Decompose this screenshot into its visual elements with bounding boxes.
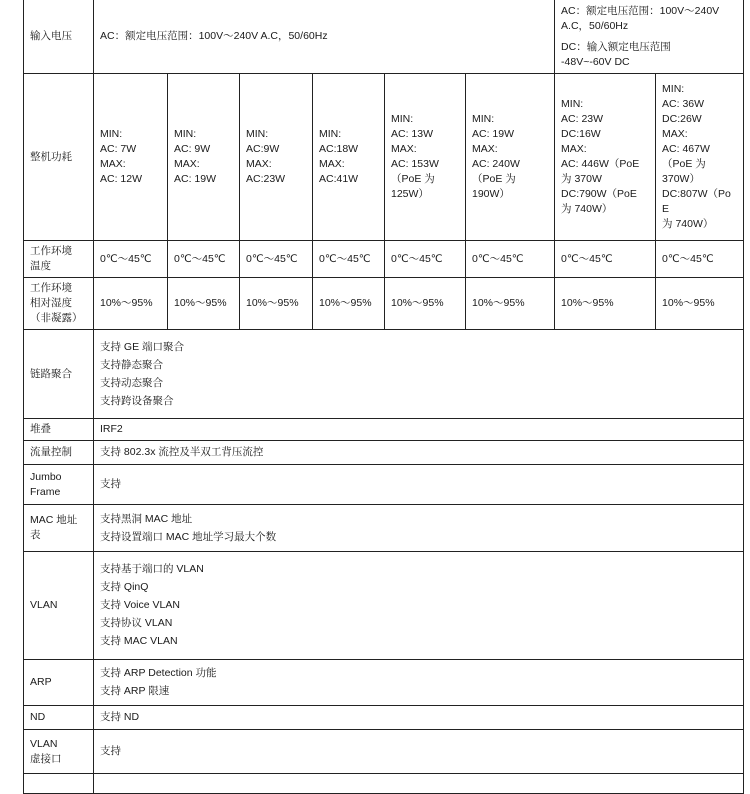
list-item: 支持静态聚合 [100, 358, 163, 371]
list-item: 支持基于端口的 VLAN [100, 563, 204, 575]
list-item: 支持 ARP 限速 [100, 685, 170, 697]
row-flow-control [24, 441, 744, 465]
mac-table-label: MAC 地址 表 [24, 505, 94, 552]
humidity-cell: 10%～95% [656, 278, 744, 330]
temperature-cell: 0℃～45℃ [240, 241, 313, 278]
arp-value [94, 660, 744, 706]
list-item: 支持 QinQ [100, 581, 149, 593]
temperature-cell: 0℃～45℃ [94, 241, 168, 278]
power-cell: MIN: AC: 13W MAX: AC: 153W （PoE 为 125W） [385, 74, 466, 241]
row-arp [24, 660, 744, 706]
list-item: 支持动态聚合 [100, 376, 163, 389]
list-item: 支持 Voice VLAN [100, 599, 180, 611]
row-humidity [24, 278, 744, 330]
humidity-cell: 10%～95% [385, 278, 466, 330]
jumbo-label: Jumbo Frame [24, 465, 94, 505]
humidity-cell: 10%～95% [94, 278, 168, 330]
list-item: 支持 GE 端口聚合 [100, 340, 185, 353]
row-vlan [24, 552, 744, 660]
power-cell: MIN: AC: 9W MAX: AC: 19W [168, 74, 240, 241]
row-temperature [24, 241, 744, 278]
power-cell: MIN: AC:18W MAX: AC:41W [313, 74, 385, 241]
humidity-cell: 10%～95% [168, 278, 240, 330]
row-link-aggregation [24, 330, 744, 419]
power-label: 整机功耗 [24, 74, 94, 241]
nd-value: 支持 ND [94, 706, 744, 730]
vlan-interface-value: 支持 [94, 730, 744, 774]
nd-label: ND [24, 706, 94, 730]
row-mac-table [24, 505, 744, 552]
humidity-cell: 10%～95% [466, 278, 555, 330]
list-item: 支持 MAC VLAN [100, 635, 178, 647]
stacking-value: IRF2 [94, 419, 744, 441]
row-nd [24, 706, 744, 730]
row-vlan-interface [24, 730, 744, 774]
list-item: 支持 ARP Detection 功能 [100, 667, 217, 679]
spec-table [23, 0, 744, 794]
power-cell: MIN: AC: 19W MAX: AC: 240W （PoE 为 190W） [466, 74, 555, 241]
list-item: 支持设置端口 MAC 地址学习最大个数 [100, 530, 277, 543]
flow-control-label: 流量控制 [24, 441, 94, 465]
temperature-cell: 0℃～45℃ [313, 241, 385, 278]
row-jumbo [24, 465, 744, 505]
humidity-cell: 10%～95% [313, 278, 385, 330]
input-voltage-acdc: AC：额定电压范围：100V～240V A.C，50/60Hz DC：输入额定电压范围 -48V~-60V DC [555, 0, 744, 74]
link-aggregation-label: 链路聚合 [24, 330, 94, 419]
row-power [24, 74, 744, 241]
row-input-voltage [24, 0, 744, 74]
vlan-value [94, 552, 744, 660]
temperature-label: 工作环境 温度 [24, 241, 94, 278]
temperature-cell: 0℃～45℃ [385, 241, 466, 278]
humidity-cell: 10%～95% [240, 278, 313, 330]
humidity-label: 工作环境 相对湿度 （非凝露） [24, 278, 94, 330]
temperature-cell: 0℃～45℃ [656, 241, 744, 278]
list-item: 支持黑洞 MAC 地址 [100, 512, 193, 525]
row-cutoff [24, 774, 744, 794]
arp-label: ARP [24, 660, 94, 706]
power-cell: MIN: AC: 7W MAX: AC: 12W [94, 74, 168, 241]
vlan-interface-label: VLAN 虚接口 [24, 730, 94, 774]
flow-control-value: 支持 802.3x 流控及半双工背压流控 [94, 441, 744, 465]
mac-table-value [94, 505, 744, 552]
temperature-cell: 0℃～45℃ [555, 241, 656, 278]
power-cell: MIN: AC: 23W DC:16W MAX: AC: 446W（PoE 为 370W DC:790W（PoE 为 740W） [555, 74, 656, 241]
temperature-cell: 0℃～45℃ [168, 241, 240, 278]
stacking-label: 堆叠 [24, 419, 94, 441]
power-cell: MIN: AC: 36W DC:26W MAX: AC: 467W （PoE 为 370W） DC:807W（PoE 为 740W） [656, 74, 744, 241]
power-cell: MIN: AC:9W MAX: AC:23W [240, 74, 313, 241]
list-item: 支持协议 VLAN [100, 617, 173, 629]
input-voltage-ac: AC：额定电压范围：100V～240V A.C，50/60Hz [94, 0, 555, 74]
humidity-cell: 10%～95% [555, 278, 656, 330]
jumbo-value: 支持 [94, 465, 744, 505]
vlan-label: VLAN [24, 552, 94, 660]
temperature-cell: 0℃～45℃ [466, 241, 555, 278]
input-voltage-label: 输入电压 [24, 0, 94, 74]
list-item: 支持跨设备聚合 [100, 394, 174, 407]
link-aggregation-value [94, 330, 744, 419]
row-stacking [24, 419, 744, 441]
